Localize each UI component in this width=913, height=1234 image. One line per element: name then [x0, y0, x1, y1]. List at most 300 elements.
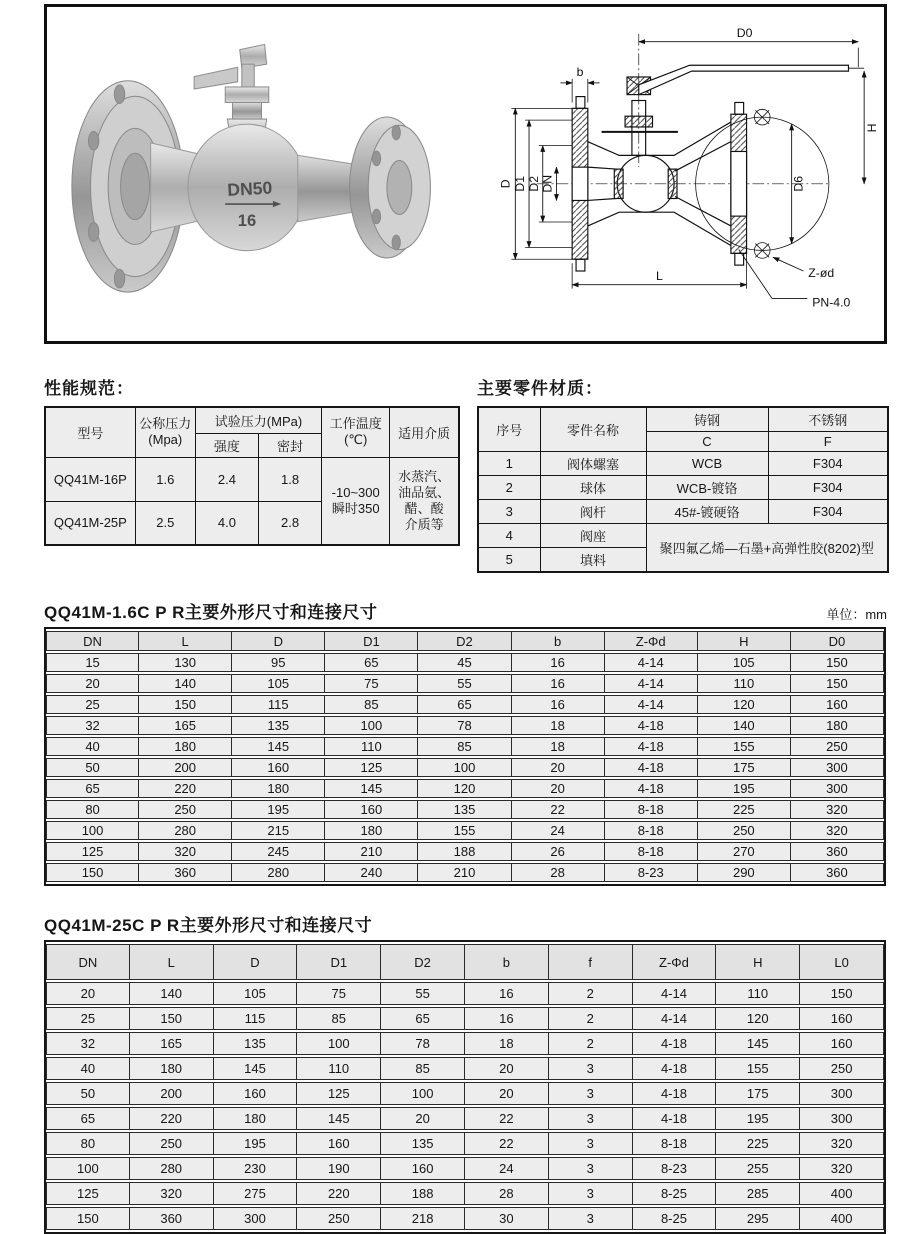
table-cell: 320: [791, 800, 884, 819]
table-cell: 155: [698, 737, 791, 756]
table-cell: 290: [698, 863, 791, 882]
table-cell: 45: [418, 653, 511, 672]
table-cell: 8-23: [633, 1157, 717, 1180]
catalog-page: [0, 4, 913, 1226]
table-cell: 8-18: [605, 821, 698, 840]
table-cell: 20: [46, 982, 130, 1005]
table-cell-merged-material: 聚四氟乙烯—石墨+高弹性胶(8202)型: [646, 524, 888, 573]
dim-label-d: D: [498, 179, 513, 189]
materials-heading: 主要零件材质：: [477, 379, 603, 398]
table-cell: 65: [381, 1007, 465, 1030]
table-cell: 4-14: [605, 674, 698, 693]
table-cell: 30: [465, 1207, 549, 1230]
table-cell: 135: [232, 716, 325, 735]
table-cell: 40: [46, 737, 139, 756]
table-cell: 4-14: [605, 653, 698, 672]
table-cell: 4: [478, 524, 540, 548]
valve-photo: [47, 7, 482, 341]
spec-material-section: [44, 374, 887, 573]
table-cell: 250: [791, 737, 884, 756]
header-working-temp: 工作温度 (℃): [322, 407, 390, 457]
table-row: [46, 779, 884, 798]
table-cell: 320: [130, 1182, 214, 1205]
table-cell: 110: [297, 1057, 381, 1080]
table-cell: 180: [214, 1107, 298, 1130]
materials-section: [477, 374, 887, 573]
table-cell: 16: [512, 674, 605, 693]
table-cell: 50: [46, 1082, 130, 1105]
table-cell: 8-25: [633, 1182, 717, 1205]
table-cell: 85: [381, 1057, 465, 1080]
table-cell: 250: [297, 1207, 381, 1230]
table-row: [478, 476, 888, 500]
table-cell: 105: [698, 653, 791, 672]
table-row: [46, 863, 884, 882]
header-nominal-pressure: 公称压力 (Mpa): [135, 407, 195, 457]
table-cell: 270: [698, 842, 791, 861]
header-stainless: 不锈钢: [768, 407, 888, 432]
table-cell: 218: [381, 1207, 465, 1230]
table-cell: 85: [325, 695, 418, 714]
table-cell: 300: [214, 1207, 298, 1230]
table-cell: 85: [297, 1007, 381, 1030]
table-cell: 225: [716, 1132, 800, 1155]
column-header: H: [698, 631, 791, 651]
table-cell: 78: [381, 1032, 465, 1055]
column-header: b: [512, 631, 605, 651]
table-cell: 2: [549, 1007, 633, 1030]
table-cell: 4-14: [605, 695, 698, 714]
table-row: [46, 653, 884, 672]
table-cell: 160: [800, 1032, 884, 1055]
table-cell: 20: [465, 1057, 549, 1080]
dim-label-d6: D6: [791, 175, 806, 192]
table-row: [45, 457, 459, 501]
column-header: D1: [325, 631, 418, 651]
table-cell: 200: [139, 758, 232, 777]
table-cell: 阀座: [540, 524, 646, 548]
table-cell: 125: [325, 758, 418, 777]
dim-label-b: b: [576, 65, 584, 80]
table-cell: 20: [381, 1107, 465, 1130]
table-cell: 110: [698, 674, 791, 693]
table-cell: 180: [130, 1057, 214, 1080]
dim-label-h: H: [865, 123, 880, 133]
header-media: 适用介质: [390, 407, 459, 457]
table-cell: 4-18: [633, 1032, 717, 1055]
table-cell: 18: [512, 737, 605, 756]
column-header: L0: [800, 944, 884, 980]
table-row: [46, 1082, 884, 1105]
table-cell: 225: [698, 800, 791, 819]
hero-image-box: [44, 4, 887, 344]
table-cell: 175: [698, 758, 791, 777]
photo-mark-pn: 16: [237, 210, 257, 230]
table-row: [46, 1132, 884, 1155]
dim-label-d0: D0: [737, 25, 753, 40]
table-cell: 210: [325, 842, 418, 861]
column-header: f: [549, 944, 633, 980]
table-cell: 3: [549, 1107, 633, 1130]
table1-title: QQ41M-1.6C P R主要外形尺寸和连接尺寸: [44, 603, 378, 622]
table-cell: 80: [46, 1132, 130, 1155]
table-cell: 85: [418, 737, 511, 756]
table-row: [46, 1032, 884, 1055]
table2-title-row: [44, 911, 887, 936]
table1-unit: 单位：mm: [826, 607, 887, 622]
table-cell: 阀体螺塞: [540, 452, 646, 476]
table-cell: 280: [232, 863, 325, 882]
table-cell: 65: [418, 695, 511, 714]
table-cell: 4-14: [633, 1007, 717, 1030]
table-cell: 180: [139, 737, 232, 756]
table-cell: 78: [418, 716, 511, 735]
table-row: [478, 524, 888, 548]
table-cell: 150: [791, 653, 884, 672]
table-cell: 75: [325, 674, 418, 693]
table-cell: 16: [512, 695, 605, 714]
table-cell: 280: [139, 821, 232, 840]
table-cell: 320: [139, 842, 232, 861]
table-cell: 22: [465, 1132, 549, 1155]
table-cell: 24: [512, 821, 605, 840]
table-cell: 195: [698, 779, 791, 798]
table-cell: 160: [232, 758, 325, 777]
table-cell: 3: [478, 500, 540, 524]
table-cell: 1.6: [135, 457, 195, 501]
table-cell: 250: [139, 800, 232, 819]
table-cell: 220: [139, 779, 232, 798]
table-cell: 25: [46, 695, 139, 714]
table-cell: 300: [800, 1082, 884, 1105]
table-cell: 2: [478, 476, 540, 500]
table-cell: 145: [232, 737, 325, 756]
table-cell: 16: [512, 653, 605, 672]
table-cell: 28: [512, 863, 605, 882]
table-cell: 190: [297, 1157, 381, 1180]
table-cell: 180: [791, 716, 884, 735]
dimension-drawing-svg: [482, 7, 884, 341]
table-row: [46, 737, 884, 756]
column-header: DN: [46, 631, 139, 651]
table-cell: 150: [791, 674, 884, 693]
table-cell: 4.0: [195, 501, 258, 545]
table-cell: QQ41M-16P: [45, 457, 135, 501]
header-no: 序号: [478, 407, 540, 452]
table-cell: F304: [768, 500, 888, 524]
table-cell: 250: [130, 1132, 214, 1155]
table-cell: 4-18: [633, 1082, 717, 1105]
column-header: D: [232, 631, 325, 651]
table-cell: 150: [800, 982, 884, 1005]
dim-label-d2: D2: [527, 175, 542, 192]
table-cell: 26: [512, 842, 605, 861]
column-header: DN: [46, 944, 130, 980]
table-cell: 320: [800, 1157, 884, 1180]
table-cell: 220: [297, 1182, 381, 1205]
table-cell: 250: [698, 821, 791, 840]
table-cell: 300: [800, 1107, 884, 1130]
column-header: L: [130, 944, 214, 980]
table-row: [46, 1182, 884, 1205]
table-cell: F304: [768, 452, 888, 476]
table-cell: 400: [800, 1182, 884, 1205]
table-cell: 55: [418, 674, 511, 693]
table-cell: 4-18: [633, 1057, 717, 1080]
table-cell: 150: [46, 863, 139, 882]
header-stainless-code: F: [768, 432, 888, 452]
table-cell: 8-23: [605, 863, 698, 882]
table-cell: 28: [465, 1182, 549, 1205]
table-cell: 145: [716, 1032, 800, 1055]
table-cell: 50: [46, 758, 139, 777]
table-cell: 275: [214, 1182, 298, 1205]
table-cell: 3: [549, 1182, 633, 1205]
table-cell: 165: [130, 1032, 214, 1055]
table-row: [46, 631, 884, 651]
table-cell: 18: [465, 1032, 549, 1055]
table-cell: 2: [549, 1032, 633, 1055]
header-seal: 密封: [258, 433, 321, 457]
table-row: [46, 674, 884, 693]
table-cell: 155: [418, 821, 511, 840]
table-cell: 1: [478, 452, 540, 476]
table-cell: 125: [297, 1082, 381, 1105]
table-cell: 75: [297, 982, 381, 1005]
table-cell: 360: [791, 863, 884, 882]
table-cell: 145: [297, 1107, 381, 1130]
table-cell: 65: [46, 1107, 130, 1130]
table-cell: 32: [46, 716, 139, 735]
table-cell: 16: [465, 982, 549, 1005]
table-cell: 115: [232, 695, 325, 714]
table-cell: F304: [768, 476, 888, 500]
table-cell: 25: [46, 1007, 130, 1030]
column-header: D2: [418, 631, 511, 651]
table-cell: 3: [549, 1082, 633, 1105]
table-cell: 188: [418, 842, 511, 861]
column-header: D: [214, 944, 298, 980]
table-cell-media: 水蒸汽、 油品氨、 醋、酸 介质等: [390, 457, 459, 545]
table-cell: 3: [549, 1057, 633, 1080]
table-cell: 100: [325, 716, 418, 735]
table-cell: 2.8: [258, 501, 321, 545]
table-cell: 188: [381, 1182, 465, 1205]
table-cell: 100: [46, 1157, 130, 1180]
table-cell: 150: [46, 1207, 130, 1230]
table-cell: 320: [791, 821, 884, 840]
table1-rows: [46, 653, 884, 882]
table-cell: 22: [512, 800, 605, 819]
table-cell: 140: [130, 982, 214, 1005]
column-header: D2: [381, 944, 465, 980]
table-cell: 3: [549, 1132, 633, 1155]
table-cell: 100: [418, 758, 511, 777]
table-cell: 300: [791, 779, 884, 798]
column-header: Z-Φd: [633, 944, 717, 980]
table-cell: 130: [139, 653, 232, 672]
table-cell: 250: [800, 1057, 884, 1080]
table-cell: 32: [46, 1032, 130, 1055]
table-row: [46, 800, 884, 819]
table-row: [478, 500, 888, 524]
table-cell: 80: [46, 800, 139, 819]
table-cell: 160: [800, 1007, 884, 1030]
table-cell: 100: [297, 1032, 381, 1055]
dimension-table-1: [44, 627, 886, 886]
photo-right-flange: [350, 117, 431, 258]
table-cell: 8-18: [605, 842, 698, 861]
table-row: [46, 842, 884, 861]
table-cell: 8-18: [605, 800, 698, 819]
table-cell: 220: [130, 1107, 214, 1130]
table-cell: 105: [214, 982, 298, 1005]
table-cell: 175: [716, 1082, 800, 1105]
table-cell: 120: [698, 695, 791, 714]
table-row: [46, 944, 884, 980]
table-row: [478, 452, 888, 476]
table-cell: 24: [465, 1157, 549, 1180]
table-cell: 4-18: [605, 737, 698, 756]
table-row: [46, 982, 884, 1005]
table-cell: 255: [716, 1157, 800, 1180]
dim-label-l: L: [656, 268, 663, 283]
column-header: D1: [297, 944, 381, 980]
table-cell: 65: [46, 779, 139, 798]
table-cell: 40: [46, 1057, 130, 1080]
table-cell: 150: [130, 1007, 214, 1030]
table-cell: 195: [716, 1107, 800, 1130]
header-model: 型号: [45, 407, 135, 457]
table-cell: 140: [139, 674, 232, 693]
table-cell: WCB-镀铬: [646, 476, 768, 500]
header-cast-steel: 铸钢: [646, 407, 768, 432]
table-cell: 160: [381, 1157, 465, 1180]
table-cell: 200: [130, 1082, 214, 1105]
dim-label-dn: DN: [540, 174, 555, 193]
table-cell: 65: [325, 653, 418, 672]
table-cell: 120: [716, 1007, 800, 1030]
table-cell: 245: [232, 842, 325, 861]
table-cell: 120: [418, 779, 511, 798]
header-strength: 强度: [195, 433, 258, 457]
table-cell: 100: [46, 821, 139, 840]
table-row: [46, 1107, 884, 1130]
table-cell: 155: [716, 1057, 800, 1080]
table-cell: 2.4: [195, 457, 258, 501]
table-cell: 280: [130, 1157, 214, 1180]
valve-photo-svg: [47, 7, 482, 341]
table-cell: 45#-镀硬铬: [646, 500, 768, 524]
table-cell: 16: [465, 1007, 549, 1030]
table2-rows: [46, 982, 884, 1230]
table-cell: 95: [232, 653, 325, 672]
table-cell: 3: [549, 1157, 633, 1180]
column-header: H: [716, 944, 800, 980]
table2-title: QQ41M-25C P R主要外形尺寸和连接尺寸: [44, 916, 373, 935]
column-header: Z-Φd: [605, 631, 698, 651]
table-cell: 240: [325, 863, 418, 882]
table-cell: 8-25: [633, 1207, 717, 1230]
table-cell: 160: [214, 1082, 298, 1105]
table-row: [478, 407, 888, 432]
table-cell: 360: [130, 1207, 214, 1230]
performance-table: [44, 406, 460, 546]
table-cell: 5: [478, 548, 540, 573]
table-cell: 180: [325, 821, 418, 840]
table-row: [46, 821, 884, 840]
dimension-drawing: [482, 7, 884, 341]
table-cell: 230: [214, 1157, 298, 1180]
table-cell: 18: [512, 716, 605, 735]
table-row: [46, 716, 884, 735]
table-cell: 55: [381, 982, 465, 1005]
table-cell: 8-18: [633, 1132, 717, 1155]
table-cell: 1.8: [258, 457, 321, 501]
photo-mark-dn: DN50: [226, 177, 273, 200]
header-cast-code: C: [646, 432, 768, 452]
table-row: [46, 1207, 884, 1230]
header-part-name: 零件名称: [540, 407, 646, 452]
table-cell: 400: [800, 1207, 884, 1230]
table-row: [46, 1057, 884, 1080]
materials-table: [477, 406, 889, 573]
table-cell: 22: [465, 1107, 549, 1130]
performance-section: [44, 374, 460, 573]
table-cell: 4-14: [633, 982, 717, 1005]
table-cell: 180: [232, 779, 325, 798]
table-cell: 160: [325, 800, 418, 819]
table-cell: 4-18: [605, 716, 698, 735]
table-cell: 195: [232, 800, 325, 819]
table-cell: 4-18: [633, 1107, 717, 1130]
table-cell: 2.5: [135, 501, 195, 545]
table-cell: 135: [418, 800, 511, 819]
table-cell: 140: [698, 716, 791, 735]
table-cell: 球体: [540, 476, 646, 500]
table-cell: 100: [381, 1082, 465, 1105]
table-cell: 15: [46, 653, 139, 672]
drawing-dimension-lines: [512, 42, 865, 299]
table-cell: 145: [325, 779, 418, 798]
table-row: [46, 695, 884, 714]
table-cell: 3: [549, 1207, 633, 1230]
table-cell: 300: [791, 758, 884, 777]
table-cell: 20: [465, 1082, 549, 1105]
table-cell: 2: [549, 982, 633, 1005]
table-cell: 110: [325, 737, 418, 756]
table-cell: 125: [46, 842, 139, 861]
table-cell: 150: [139, 695, 232, 714]
table-cell: 105: [232, 674, 325, 693]
table-cell: 215: [232, 821, 325, 840]
table-cell: 320: [800, 1132, 884, 1155]
table-cell: 4-18: [605, 779, 698, 798]
table-cell: 145: [214, 1057, 298, 1080]
table-cell: 295: [716, 1207, 800, 1230]
table-cell: 165: [139, 716, 232, 735]
header-test-pressure: 试验压力(MPa): [195, 407, 321, 433]
table-cell: 160: [297, 1132, 381, 1155]
table-cell: WCB: [646, 452, 768, 476]
table-cell: 360: [139, 863, 232, 882]
table-cell: 20: [512, 779, 605, 798]
dim-label-d1: D1: [513, 175, 528, 192]
table-row: [46, 1157, 884, 1180]
table1-title-row: [44, 598, 887, 623]
table-cell: 20: [512, 758, 605, 777]
column-header: D0: [791, 631, 884, 651]
